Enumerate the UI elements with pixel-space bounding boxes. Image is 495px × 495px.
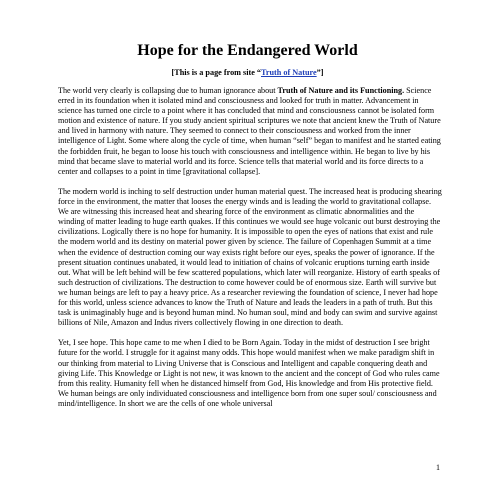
- paragraph-3-text: Yet, I see hope. This hope came to me when I died to be Born Again. Today in the midst of destruction I see bright future for the world. I struggle for it against many odds. This hope would manifest when we make paradigm shift in our thinking from material to Living Universe that is Conscious and Intelligent and capable conquering death and giving Life. This Knowledge or Light is not new, it was known to the ancient and the concept of God who rules came from this reality. Humanity fell when he distanced himself from God, His knowledge and from His protective field. We human beings are only individuated consciousness and intelligence born from one super soul/ consciousness and mind/intelligence. In short we are the cells of one whole universal: [58, 338, 440, 408]
- page-number: 1: [436, 463, 440, 472]
- paragraph-2: [58, 187, 442, 328]
- paragraph-1-lead: The world very clearly is collapsing due to human ignorance about: [58, 86, 278, 95]
- paragraph-3: [58, 338, 442, 409]
- paragraph-1-text: Science erred in its foundation when it isolated mind and consciousness and looked for truth in matter. Advancement in science has turned one circle to a point where it has concluded that mind and consciousness cannot be isolated form motion and existence of nature. If you study ancient spiritual scriptures we note that ancient knew the Truth of Nature and lived in harmony with nature. They seemed to connect to their consciousness and worked from the inner intelligence of Light. Some where along the cycle of time, when human “self” began to manifest and he started eating the forbidden fruit, he began to loose his touch with consciousness and intelligence within. He began to live by his mind that became slave to material world and its force. Science tells that material world and its force directs to a center and collapses to a point in time [gravitational collapse].: [58, 86, 441, 176]
- paragraph-2-text: The modern world is inching to self destruction under human material quest. The increased heat is producing shearing force in the environment, the matter that looses the energy winds and is leading the world to gravitational collapse. We are witnessing this increased heat and shearing force of the environment as climatic abnormalities and the winding of matter leading to huge earth quakes. If this continues we would see huge volcanic out burst destroying the civilizations. Logically there is no hope for humanity. It is impossible to open the eyes of nations that exist and rule the modern world and its destiny on material power given by science. The failure of Copenhagen Summit at a time when the evidence of destruction coming our way exists right before our eyes, speaks the power of ignorance. If the present situation continues unabated, it would lead to initiation of chains of volcanic eruptions turning earth inside out. What will be left behind will be few scattered populations, which later will reorganize. History of earth speaks of such destruction of civilizations. The destruction to come however could be of enormous size. Earth will survive but we human beings are left to pay a heavy price. As a researcher reviewing the foundation of science, I never had hope for this world, unless science advances to know the Truth of Nature and leads the leaders in a path of truth. But this task is unimaginably huge and is beyond human mind. No human soul, mind and body can swim and survive against billions of Nile, Amazon and Indus rivers collectively flowing in one direction to death.: [58, 186, 442, 328]
- truth-of-nature-link[interactable]: Truth of Nature: [261, 68, 317, 77]
- paragraph-1: [58, 86, 442, 177]
- paragraph-1-bold: Truth of Nature and its Functioning.: [277, 86, 405, 95]
- subtitle-prefix: [This is a page from site “: [171, 68, 261, 77]
- page-subtitle: [0, 68, 495, 78]
- body-text: [58, 86, 442, 419]
- subtitle-suffix: ”]: [316, 68, 324, 77]
- page-title: Hope for the Endangered World: [137, 42, 358, 59]
